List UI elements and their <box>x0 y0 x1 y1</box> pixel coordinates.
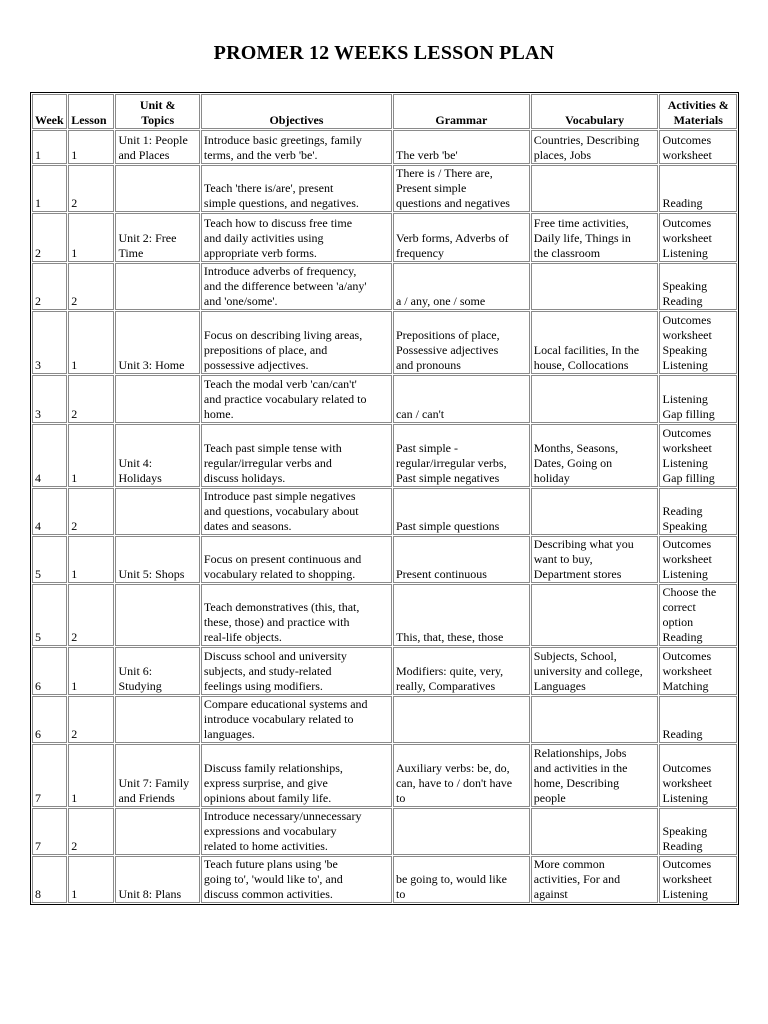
lesson-cell: 1 <box>68 424 114 487</box>
objectives-cell: Teach 'there is/are', present simple questions, and negatives. <box>201 165 392 212</box>
week-cell: 5 <box>32 584 67 646</box>
lesson-cell: 2 <box>68 375 114 423</box>
activities-cell: Outcomes worksheet <box>659 130 737 164</box>
objectives-cell: Discuss school and university subjects, and study-related feelings using modifiers. <box>201 647 392 695</box>
table-row <box>32 130 737 164</box>
activities-cell: Listening Gap filling <box>659 375 737 423</box>
objectives-cell: Introduce adverbs of frequency, and the difference between 'a/any' and 'one/some'. <box>201 263 392 310</box>
header-lesson: Lesson <box>68 94 114 129</box>
grammar-cell: This, that, these, those <box>393 584 530 646</box>
grammar-cell: Prepositions of place, Possessive adjectives and pronouns <box>393 311 530 374</box>
header-row <box>32 94 737 129</box>
week-cell: 2 <box>32 213 67 262</box>
table-row <box>32 263 737 310</box>
lesson-plan-table <box>30 92 739 905</box>
lesson-cell: 1 <box>68 744 114 807</box>
grammar-cell: The verb 'be' <box>393 130 530 164</box>
grammar-cell: There is / There are, Present simple questions and negatives <box>393 165 530 212</box>
grammar-cell: be going to, would like to <box>393 856 530 903</box>
lesson-cell: 2 <box>68 165 114 212</box>
activities-cell: Outcomes worksheet Listening <box>659 744 737 807</box>
lesson-cell: 2 <box>68 696 114 743</box>
vocabulary-cell <box>531 375 659 423</box>
table-row <box>32 213 737 262</box>
week-cell: 7 <box>32 808 67 855</box>
grammar-cell <box>393 808 530 855</box>
header-grammar: Grammar <box>393 94 530 129</box>
objectives-cell: Introduce past simple negatives and questions, vocabulary about dates and seasons. <box>201 488 392 535</box>
objectives-cell: Focus on describing living areas, prepositions of place, and possessive adjectives. <box>201 311 392 374</box>
table-row <box>32 808 737 855</box>
table-row <box>32 488 737 535</box>
lesson-cell: 1 <box>68 311 114 374</box>
activities-cell: Choose the correct option Reading <box>659 584 737 646</box>
unit-cell: Unit 8: Plans <box>115 856 199 903</box>
week-cell: 1 <box>32 165 67 212</box>
header-activities: Activities & Materials <box>659 94 737 129</box>
week-cell: 8 <box>32 856 67 903</box>
week-cell: 6 <box>32 696 67 743</box>
unit-cell: Unit 5: Shops <box>115 536 199 583</box>
table-row <box>32 375 737 423</box>
vocabulary-cell: More common activities, For and against <box>531 856 659 903</box>
activities-cell: Outcomes worksheet Listening Gap filling <box>659 424 737 487</box>
table-row <box>32 856 737 903</box>
week-cell: 5 <box>32 536 67 583</box>
unit-cell <box>115 165 199 212</box>
activities-cell: Outcomes worksheet Speaking Listening <box>659 311 737 374</box>
lesson-cell: 1 <box>68 130 114 164</box>
vocabulary-cell: Months, Seasons, Dates, Going on holiday <box>531 424 659 487</box>
objectives-cell: Teach the modal verb 'can/can't' and practice vocabulary related to home. <box>201 375 392 423</box>
week-cell: 4 <box>32 424 67 487</box>
objectives-cell: Teach how to discuss free time and daily activities using appropriate verb forms. <box>201 213 392 262</box>
activities-cell: Outcomes worksheet Listening <box>659 856 737 903</box>
lesson-cell: 1 <box>68 647 114 695</box>
header-week: Week <box>32 94 67 129</box>
week-cell: 7 <box>32 744 67 807</box>
activities-cell: Speaking Reading <box>659 808 737 855</box>
lesson-cell: 2 <box>68 808 114 855</box>
grammar-cell: Past simple - regular/irregular verbs, Past simple negatives <box>393 424 530 487</box>
unit-cell <box>115 584 199 646</box>
lesson-cell: 2 <box>68 488 114 535</box>
vocabulary-cell: Free time activities, Daily life, Things in the classroom <box>531 213 659 262</box>
grammar-cell: can / can't <box>393 375 530 423</box>
activities-cell: Outcomes worksheet Listening <box>659 536 737 583</box>
objectives-cell: Introduce basic greetings, family terms, and the verb 'be'. <box>201 130 392 164</box>
lesson-cell: 1 <box>68 856 114 903</box>
vocabulary-cell <box>531 488 659 535</box>
grammar-cell: Present continuous <box>393 536 530 583</box>
page-title: PROMER 12 WEEKS LESSON PLAN <box>213 42 555 64</box>
unit-cell: Unit 3: Home <box>115 311 199 374</box>
activities-cell: Reading <box>659 696 737 743</box>
activities-cell: Speaking Reading <box>659 263 737 310</box>
vocabulary-cell: Subjects, School, university and college, Languages <box>531 647 659 695</box>
objectives-cell: Discuss family relationships, express surprise, and give opinions about family life. <box>201 744 392 807</box>
table-row <box>32 584 737 646</box>
objectives-cell: Teach future plans using 'be going to', 'would like to', and discuss common activities. <box>201 856 392 903</box>
table-body <box>32 130 737 903</box>
unit-cell: Unit 2: Free Time <box>115 213 199 262</box>
objectives-cell: Focus on present continuous and vocabulary related to shopping. <box>201 536 392 583</box>
grammar-cell: Past simple questions <box>393 488 530 535</box>
objectives-cell: Teach demonstratives (this, that, these, those) and practice with real-life objects. <box>201 584 392 646</box>
unit-cell: Unit 1: People and Places <box>115 130 199 164</box>
unit-cell <box>115 808 199 855</box>
grammar-cell: Modifiers: quite, very, really, Comparatives <box>393 647 530 695</box>
vocabulary-cell: Local facilities, In the house, Collocations <box>531 311 659 374</box>
unit-cell <box>115 696 199 743</box>
table-row <box>32 311 737 374</box>
unit-cell: Unit 6: Studying <box>115 647 199 695</box>
unit-cell: Unit 4: Holidays <box>115 424 199 487</box>
table-row <box>32 165 737 212</box>
week-cell: 3 <box>32 311 67 374</box>
activities-cell: Outcomes worksheet Matching <box>659 647 737 695</box>
lesson-cell: 2 <box>68 584 114 646</box>
vocabulary-cell <box>531 808 659 855</box>
week-cell: 1 <box>32 130 67 164</box>
lesson-cell: 1 <box>68 213 114 262</box>
vocabulary-cell: Describing what you want to buy, Department stores <box>531 536 659 583</box>
vocabulary-cell <box>531 165 659 212</box>
grammar-cell: a / any, one / some <box>393 263 530 310</box>
week-cell: 3 <box>32 375 67 423</box>
objectives-cell: Teach past simple tense with regular/irregular verbs and discuss holidays. <box>201 424 392 487</box>
activities-cell: Reading Speaking <box>659 488 737 535</box>
vocabulary-cell <box>531 696 659 743</box>
table-row <box>32 744 737 807</box>
grammar-cell <box>393 696 530 743</box>
objectives-cell: Introduce necessary/unnecessary expressions and vocabulary related to home activities. <box>201 808 392 855</box>
table-row <box>32 424 737 487</box>
vocabulary-cell <box>531 263 659 310</box>
vocabulary-cell <box>531 584 659 646</box>
lesson-cell: 1 <box>68 536 114 583</box>
table-row <box>32 536 737 583</box>
table-row <box>32 647 737 695</box>
unit-cell <box>115 375 199 423</box>
table-row <box>32 696 737 743</box>
vocabulary-cell: Countries, Describing places, Jobs <box>531 130 659 164</box>
grammar-cell: Auxiliary verbs: be, do, can, have to / don't have to <box>393 744 530 807</box>
vocabulary-cell: Relationships, Jobs and activities in the home, Describing people <box>531 744 659 807</box>
week-cell: 2 <box>32 263 67 310</box>
week-cell: 6 <box>32 647 67 695</box>
activities-cell: Reading <box>659 165 737 212</box>
header-objectives: Objectives <box>201 94 392 129</box>
unit-cell <box>115 263 199 310</box>
week-cell: 4 <box>32 488 67 535</box>
unit-cell: Unit 7: Family and Friends <box>115 744 199 807</box>
lesson-cell: 2 <box>68 263 114 310</box>
header-vocabulary: Vocabulary <box>531 94 659 129</box>
activities-cell: Outcomes worksheet Listening <box>659 213 737 262</box>
unit-cell <box>115 488 199 535</box>
objectives-cell: Compare educational systems and introduce vocabulary related to languages. <box>201 696 392 743</box>
grammar-cell: Verb forms, Adverbs of frequency <box>393 213 530 262</box>
header-unit: Unit & Topics <box>115 94 199 129</box>
